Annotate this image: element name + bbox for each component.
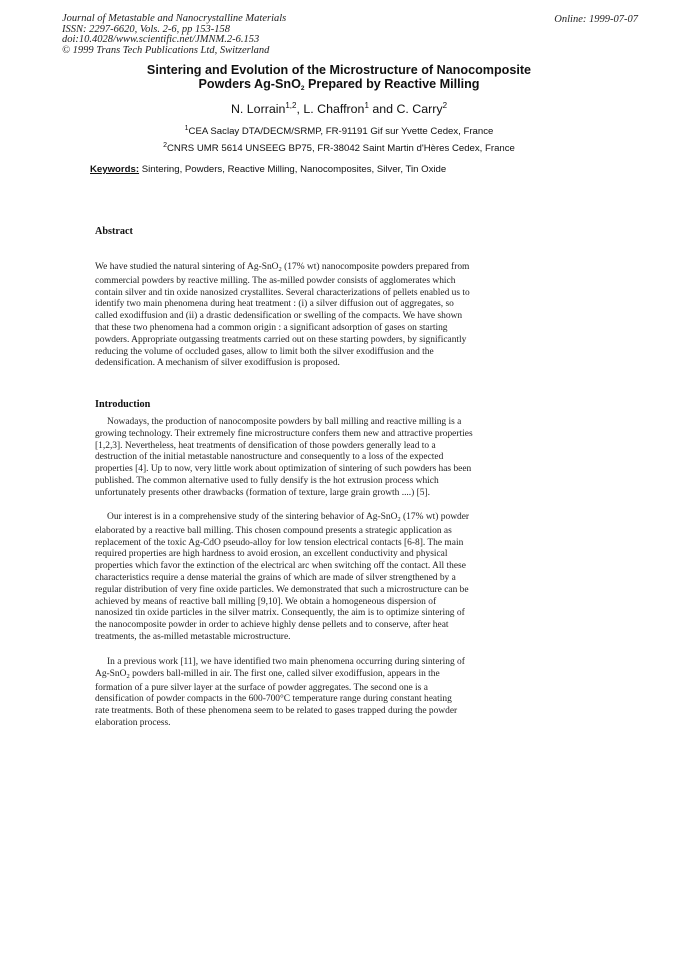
- journal-header: [62, 14, 392, 56]
- online-date: Online: 1999-07-07: [554, 14, 638, 25]
- paper-title: [60, 63, 618, 96]
- copyright-line: © 1999 Trans Tech Publications Ltd, Switzerland: [62, 44, 270, 56]
- abstract-heading: Abstract: [95, 226, 133, 237]
- issn-line: ISSN: 2297-6620, Vols. 2-6, pp 153-158: [62, 23, 230, 35]
- journal-name: Journal of Metastable and Nanocrystalline Materials: [62, 13, 287, 24]
- intro-paragraph-2: Our interest is in a comprehensive study of the sintering behavior of Ag-SnO$_2$ (17% wt) powder elaborated by a reactive ball milling. This chosen compound presents a strategic application as replacement of the toxic Ag-CdO pseudo-alloy for low tension electrical contacts [6-8]. The main required properties are high hardness to avoid erosion, an excellent conductivity and physical properties which favor the extinction of the electrical arc when switching off the contact. All these characteristics require a dense material the grains of which are made of silver strengthened by a regular distribution of very fine oxide particles. We demonstrated that such a microstructure can be achieved by means of reactive ball milling [9,10]. We obtain a homogeneous dispersion of nanosized tin oxide particles in the silver matrix. Consequently, the aim is to optimize sintering of the nanocomposite powder in order to achieve highly dense pellets and to conserve, after heat treatments, the as-milled metastable microstructure.: [95, 512, 470, 642]
- affiliation-2: $^2$CNRS UMR 5614 UNSEEG BP75, FR-38042 Saint Martin d'Hères Cedex, France: [163, 142, 515, 155]
- intro-paragraph-3: In a previous work [11], we have identified two main phenomena occurring during sintering of Ag-SnO$_2$ powders ball-milled in air. The first one, called silver exodiffusion, appears in the formation of a pure silver layer at the surface of powder aggregates. The second one is a densification of powder compacts in the 600-700°C temperature range during constant heating rate treatments. Both of these phenomena seem to be related to gases trapped during the powder elaboration process.: [95, 657, 465, 728]
- introduction-heading: Introduction: [95, 399, 151, 410]
- abstract-paragraph: We have studied the natural sintering of Ag-SnO$_2$ (17% wt) nanocomposite powders prepared from commercial powders by reactive milling. The as-milled powder consists of agglomerates which contain silver and tin oxide nanosized crystallites. Several characterizations of pellets enabled us to identify two main phenomena during heat treatment : (i) a silver diffusion out of aggregates, so called exodiffusion and (ii) a drastic dedensification or swelling of the compacts. We have shown that these two phenomena had a common origin : a significant adsorption of gases on starting powders. Appropriate outgassing treatments carried out on these starting powders, by significantly reducing the volume of occluded gases, allow to limit both the silver exodiffusion and the dedensification. A mechanism of silver exodiffusion is proposed.: [95, 262, 470, 369]
- author-name: N. Lorrain: [230, 102, 286, 117]
- intro-paragraph-1: Nowadays, the production of nanocomposite powders by ball milling and reactive milling is a growing technology. Their extremely fine microstructure confers them new and attractive properties [1,2,3]. Nevertheless, heat treatments of densification of those powders generally lead to a destruction of the initial metastable nanostructure and consequently to a loss of the expected properties [4]. Up to now, very little work about optimization of sintering of such powders has been published. The common alternative used to fully densify is the hot extrusion process which unfortunately presents other drawbacks (formation of texture, large grain growth ....) [5].: [95, 417, 473, 498]
- doi-line: doi:10.4028/www.scientific.net/JMNM.2-6.153: [62, 34, 260, 46]
- keywords-text: Sintering, Powders, Reactive Milling, Nanocomposites, Silver, Tin Oxide: [139, 164, 447, 175]
- keywords-label: Keywords:: [90, 164, 140, 175]
- keywords-line: [90, 164, 610, 175]
- author-name: L. Chaffron: [303, 102, 365, 117]
- affiliation-1: $^1$CEA Saclay DTA/DECM/SRMP, FR-91191 Gif sur Yvette Cedex, France: [184, 125, 494, 138]
- author-name: C. Carry: [396, 102, 443, 117]
- title-line-2: Powders Ag-SnO$_2$ Prepared by Reactive Milling: [198, 77, 480, 92]
- title-line-1: Sintering and Evolution of the Microstructure of Nanocomposite: [146, 63, 532, 77]
- author-list: N. Lorrain$^{1,2}$, L. Chaffron$^1$ and C. Carry$^2$: [230, 101, 448, 117]
